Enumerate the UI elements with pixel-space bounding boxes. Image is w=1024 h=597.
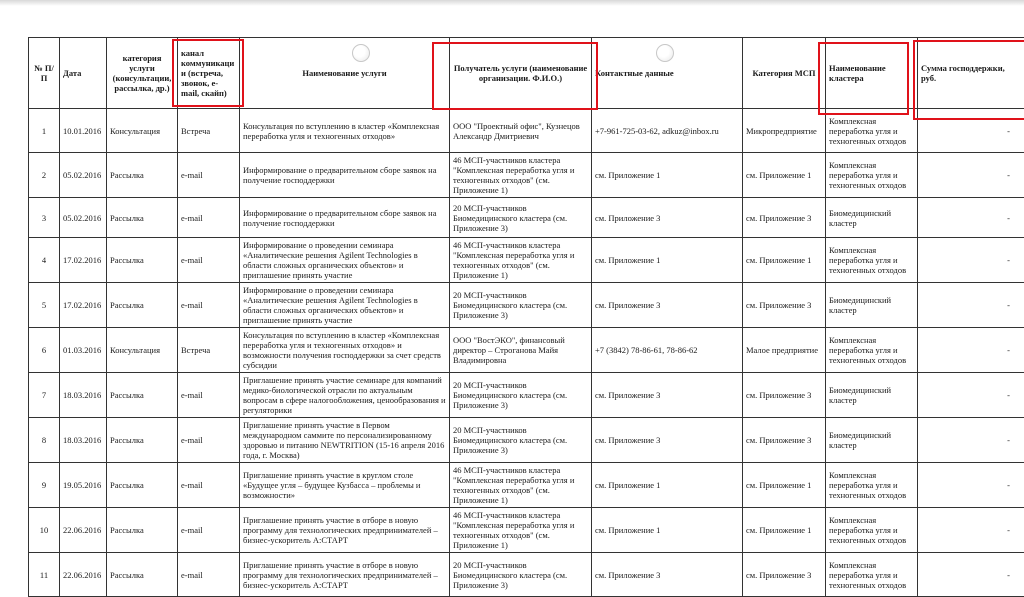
cell-service: Информирование о проведении семинара «Аналитические решения Agilent Technologies в области сложных органических объектов» и приглашение принять участие — [240, 283, 450, 328]
cell-contacts: см. Приложение 1 — [592, 238, 743, 283]
cell-recipient: 46 МСП-участников кластера "Комплексная переработка угля и техногенных отходов" (см. Приложение 1) — [450, 238, 592, 283]
cell-recipient: 46 МСП-участников кластера "Комплексная переработка угля и техногенных отходов" (см. Приложение 1) — [450, 508, 592, 553]
cell-recipient: 20 МСП-участников Биомедицинского кластера (см. Приложение 3) — [450, 198, 592, 238]
cell-recipient: ООО "ВостЭКО", финансовый директор – Строганова Майя Владимировна — [450, 328, 592, 373]
cell-service: Приглашение принять участие в отборе в новую программу для технологических предпринимателей – бизнес-ускоритель А:СТАРТ — [240, 553, 450, 597]
cell-num: 3 — [29, 198, 60, 238]
cell-service: Информирование о предварительном сборе заявок на получение господдержки — [240, 198, 450, 238]
cell-num: 6 — [29, 328, 60, 373]
cell-date: 18.03.2016 — [60, 373, 107, 418]
table-row — [29, 418, 1024, 463]
cell-cluster: Комплексная переработка угля и техногенных отходов — [826, 109, 918, 153]
header-recipient: Получатель услуги (наименование организации. Ф.И.О.) — [450, 38, 592, 109]
header-service: Наименование услуги — [240, 38, 450, 109]
cell-msp: см. Приложение 3 — [743, 198, 826, 238]
header-contacts: Контактные данные — [592, 38, 743, 109]
cell-category: Консультация — [107, 328, 178, 373]
cell-msp: см. Приложение 1 — [743, 508, 826, 553]
cell-amount: - — [918, 508, 1024, 553]
cell-channel: Встреча — [178, 328, 240, 373]
table-row — [29, 238, 1024, 283]
table-row — [29, 553, 1024, 597]
cell-amount: - — [918, 328, 1024, 373]
cell-cluster: Комплексная переработка угля и техногенных отходов — [826, 153, 918, 198]
cell-msp: Малое предприятие — [743, 328, 826, 373]
cell-recipient: ООО "Проектный офис", Кузнецов Александр Дмитриевич — [450, 109, 592, 153]
cell-service: Консультация по вступлению в кластер «Комплексная переработка угля и техногенных отходов» и возможности получения господдержки за счет средств субсидии — [240, 328, 450, 373]
cell-msp: см. Приложение 3 — [743, 373, 826, 418]
header-channel: канал коммуникации (встреча, звонок, e-mail, скайп) — [178, 38, 240, 109]
cell-channel: e-mail — [178, 373, 240, 418]
table-row — [29, 463, 1024, 508]
cell-category: Консультация — [107, 109, 178, 153]
table-row — [29, 508, 1024, 553]
cell-service: Приглашение принять участие в Первом международном саммите по персонализированному здоровью и питанию NEWTRITION (15-16 апреля 2016 года, г. Москва) — [240, 418, 450, 463]
cell-date: 19.05.2016 — [60, 463, 107, 508]
cell-channel: e-mail — [178, 463, 240, 508]
cell-recipient: 20 МСП-участников Биомедицинского кластера (см. Приложение 3) — [450, 418, 592, 463]
cell-contacts: +7-961-725-03-62, adkuz@inbox.ru — [592, 109, 743, 153]
table-row — [29, 109, 1024, 153]
cell-amount: - — [918, 238, 1024, 283]
cell-cluster: Комплексная переработка угля и техногенных отходов — [826, 238, 918, 283]
cell-msp: Микропредприятие — [743, 109, 826, 153]
cell-service: Приглашение принять участие семинаре для компаний медико-биологической отрасли по актуальным вопросам в сфере налогообложения, ценообразования и регуляторики — [240, 373, 450, 418]
cell-amount: - — [918, 463, 1024, 508]
cell-cluster: Комплексная переработка угля и техногенных отходов — [826, 508, 918, 553]
cell-service: Информирование о предварительном сборе заявок на получение господдержки — [240, 153, 450, 198]
header-date: Дата — [60, 38, 107, 109]
cell-category: Рассылка — [107, 198, 178, 238]
cell-channel: e-mail — [178, 508, 240, 553]
cell-channel: Встреча — [178, 109, 240, 153]
cell-service: Приглашение принять участие в круглом столе «Будущее угля – будущее Кузбасса – проблемы и возможности» — [240, 463, 450, 508]
cell-date: 18.03.2016 — [60, 418, 107, 463]
cell-recipient: 20 МСП-участников Биомедицинского кластера (см. Приложение 3) — [450, 553, 592, 597]
cell-cluster: Комплексная переработка угля и техногенных отходов — [826, 553, 918, 597]
cell-contacts: см. Приложение 1 — [592, 153, 743, 198]
services-table — [28, 37, 1024, 597]
cell-amount: - — [918, 553, 1024, 597]
cell-category: Рассылка — [107, 153, 178, 198]
cell-amount: - — [918, 373, 1024, 418]
cell-category: Рассылка — [107, 283, 178, 328]
table-row — [29, 153, 1024, 198]
cell-channel: e-mail — [178, 198, 240, 238]
cell-num: 10 — [29, 508, 60, 553]
scan-edge — [0, 0, 1024, 6]
cell-num: 9 — [29, 463, 60, 508]
cell-contacts: см. Приложение 1 — [592, 508, 743, 553]
cell-category: Рассылка — [107, 463, 178, 508]
cell-recipient: 46 МСП-участников кластера "Комплексная переработка угля и техногенных отходов" (см. Приложение 1) — [450, 463, 592, 508]
cell-service: Информирование о проведении семинара «Аналитические решения Agilent Technologies в области сложных органических объектов» и приглашение принять участие — [240, 238, 450, 283]
cell-date: 22.06.2016 — [60, 553, 107, 597]
cell-recipient: 46 МСП-участников кластера "Комплексная переработка угля и техногенных отходов" (см. Приложение 1) — [450, 153, 592, 198]
cell-channel: e-mail — [178, 153, 240, 198]
cell-category: Рассылка — [107, 418, 178, 463]
header-cluster: Наименование кластера — [826, 38, 918, 109]
cell-cluster: Комплексная переработка угля и техногенных отходов — [826, 463, 918, 508]
cell-channel: e-mail — [178, 238, 240, 283]
table-row — [29, 198, 1024, 238]
header-row — [29, 38, 1024, 109]
cell-cluster: Биомедицинский кластер — [826, 373, 918, 418]
cell-cluster: Комплексная переработка угля и техногенных отходов — [826, 328, 918, 373]
table-body — [29, 109, 1024, 597]
cell-amount: - — [918, 153, 1024, 198]
cell-num: 11 — [29, 553, 60, 597]
cell-amount: - — [918, 283, 1024, 328]
cell-amount: - — [918, 418, 1024, 463]
cell-channel: e-mail — [178, 553, 240, 597]
cell-num: 1 — [29, 109, 60, 153]
table-row — [29, 328, 1024, 373]
cell-channel: e-mail — [178, 418, 240, 463]
cell-msp: см. Приложение 1 — [743, 463, 826, 508]
cell-contacts: см. Приложение 3 — [592, 283, 743, 328]
cell-num: 4 — [29, 238, 60, 283]
cell-date: 17.02.2016 — [60, 283, 107, 328]
cell-num: 8 — [29, 418, 60, 463]
cell-date: 22.06.2016 — [60, 508, 107, 553]
cell-date: 05.02.2016 — [60, 153, 107, 198]
cell-msp: см. Приложение 3 — [743, 418, 826, 463]
cell-category: Рассылка — [107, 553, 178, 597]
cell-date: 05.02.2016 — [60, 198, 107, 238]
cell-recipient: 20 МСП-участников Биомедицинского кластера (см. Приложение 3) — [450, 373, 592, 418]
cell-date: 01.03.2016 — [60, 328, 107, 373]
cell-service: Консультация по вступлению в кластер «Комплексная переработка угля и техногенных отходов» — [240, 109, 450, 153]
cell-category: Рассылка — [107, 373, 178, 418]
cell-contacts: см. Приложение 1 — [592, 463, 743, 508]
header-amount: Сумма господдержки, руб. — [918, 38, 1024, 109]
cell-cluster: Биомедицинский кластер — [826, 418, 918, 463]
cell-msp: см. Приложение 1 — [743, 238, 826, 283]
cell-contacts: см. Приложение 3 — [592, 418, 743, 463]
cell-recipient: 20 МСП-участников Биомедицинского кластера (см. Приложение 3) — [450, 283, 592, 328]
cell-amount: - — [918, 198, 1024, 238]
table-row — [29, 373, 1024, 418]
cell-msp: см. Приложение 3 — [743, 283, 826, 328]
cell-num: 7 — [29, 373, 60, 418]
table-row — [29, 283, 1024, 328]
header-msp: Категория МСП — [743, 38, 826, 109]
cell-num: 2 — [29, 153, 60, 198]
cell-cluster: Биомедицинский кластер — [826, 283, 918, 328]
cell-channel: e-mail — [178, 283, 240, 328]
cell-msp: см. Приложение 1 — [743, 153, 826, 198]
cell-contacts: см. Приложение 3 — [592, 373, 743, 418]
cell-date: 17.02.2016 — [60, 238, 107, 283]
cell-msp: см. Приложение 3 — [743, 553, 826, 597]
cell-category: Рассылка — [107, 238, 178, 283]
cell-service: Приглашение принять участие в отборе в новую программу для технологических предпринимателей – бизнес-ускоритель А:СТАРТ — [240, 508, 450, 553]
cell-num: 5 — [29, 283, 60, 328]
cell-date: 10.01.2016 — [60, 109, 107, 153]
cell-amount: - — [918, 109, 1024, 153]
cell-cluster: Биомедицинский кластер — [826, 198, 918, 238]
header-num: № П/П — [29, 38, 60, 109]
cell-contacts: см. Приложение 3 — [592, 198, 743, 238]
cell-category: Рассылка — [107, 508, 178, 553]
cell-contacts: +7 (3842) 78-86-61, 78-86-62 — [592, 328, 743, 373]
header-category: категория услуги (консультации, рассылка, др.) — [107, 38, 178, 109]
cell-contacts: см. Приложение 3 — [592, 553, 743, 597]
